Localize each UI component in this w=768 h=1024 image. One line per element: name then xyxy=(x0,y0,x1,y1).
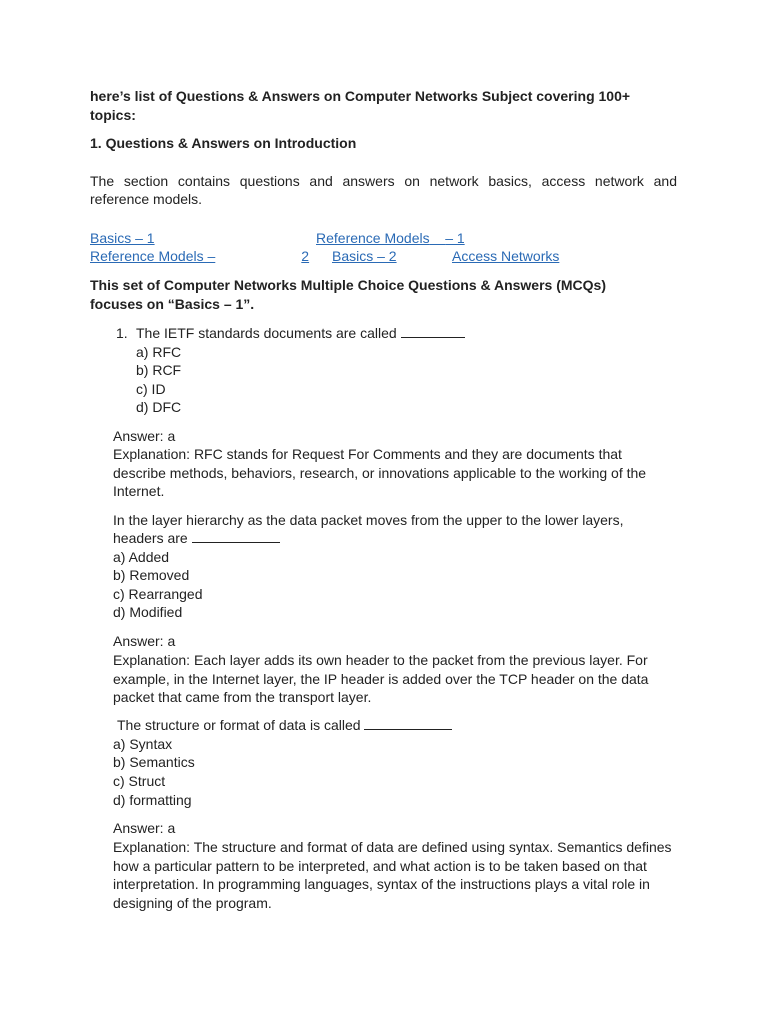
link-reference-models-1[interactable] xyxy=(316,229,465,248)
q2-answer-blank xyxy=(192,530,280,543)
q1-option-c: c) ID xyxy=(136,381,166,397)
q3-answer: Answer: a xyxy=(113,820,176,836)
q1-answer: Answer: a xyxy=(113,428,176,444)
q1-question xyxy=(136,324,465,343)
section-heading: 1. Questions & Answers on Introduction xyxy=(90,135,357,151)
q2-question-text: headers are xyxy=(113,530,188,546)
q1-number: 1. xyxy=(116,325,128,341)
q2-question-line-2 xyxy=(113,529,280,548)
q2-option-a: a) Added xyxy=(113,549,170,565)
q3-answer-blank xyxy=(364,717,452,730)
link-reference-models-1-text: Reference Models xyxy=(316,230,430,246)
link-reference-models-2-text: Reference Models – xyxy=(90,248,216,264)
section-desc-line-1: The section contains questions and answers on network basics, access network and xyxy=(90,173,677,189)
q2-explanation: Explanation: Each layer adds its own header to the packet from the previous layer. For example, in the Internet layer, the IP header is added over the TCP header on the data packet that came from the transport layer. xyxy=(113,652,649,706)
q1-explanation: Explanation: RFC stands for Request For Comments and they are documents that describe methods, behaviors, research, or innovations applicable to the working of the Internet. xyxy=(113,446,647,500)
intro-line-2: topics: xyxy=(90,107,136,123)
link-reference-models-2-num: 2 xyxy=(301,248,310,264)
q3-explanation: Explanation: The structure and format of data are defined using syntax. Semantics defines how a particular pattern to be interpreted, and what action is to be taken based on that interpretation. In programming languages, syntax of the instructions plays a vital role in designing of the program. xyxy=(113,839,672,911)
q2-option-b: b) Removed xyxy=(113,567,190,583)
q3-option-c: c) Struct xyxy=(113,773,166,789)
q3-option-a: a) Syntax xyxy=(113,736,173,752)
q3-question-text: The structure or format of data is called xyxy=(117,717,361,733)
mcq-intro-line-2: focuses on “Basics – 1”. xyxy=(90,296,255,312)
q1-answer-blank xyxy=(401,325,465,338)
link-basics-2[interactable]: Basics – 2 xyxy=(332,248,397,264)
link-basics-1[interactable]: Basics – 1 xyxy=(90,230,155,246)
q1-option-b: b) RCF xyxy=(136,362,182,378)
q2-option-c: c) Rearranged xyxy=(113,586,203,602)
q1-option-d: d) DFC xyxy=(136,399,182,415)
q2-question-line-1: In the layer hierarchy as the data packet moves from the upper to the lower layers, xyxy=(113,512,624,528)
link-reference-models-1-num: – 1 xyxy=(445,230,465,246)
intro-line-1: here’s list of Questions & Answers on Computer Networks Subject covering 100+ xyxy=(90,88,631,104)
q3-question xyxy=(117,716,452,735)
mcq-intro-line-1: This set of Computer Networks Multiple Choice Questions & Answers (MCQs) xyxy=(90,277,606,293)
section-desc-line-2: reference models. xyxy=(90,191,203,207)
q2-option-d: d) Modified xyxy=(113,604,183,620)
q1-question-text: The IETF standards documents are called xyxy=(136,325,397,341)
q3-option-b: b) Semantics xyxy=(113,754,195,770)
link-access-networks[interactable]: Access Networks xyxy=(452,248,560,264)
link-reference-models-2[interactable] xyxy=(90,247,309,266)
q2-answer: Answer: a xyxy=(113,633,176,649)
q3-option-d: d) formatting xyxy=(113,792,192,808)
q1-option-a: a) RFC xyxy=(136,344,182,360)
